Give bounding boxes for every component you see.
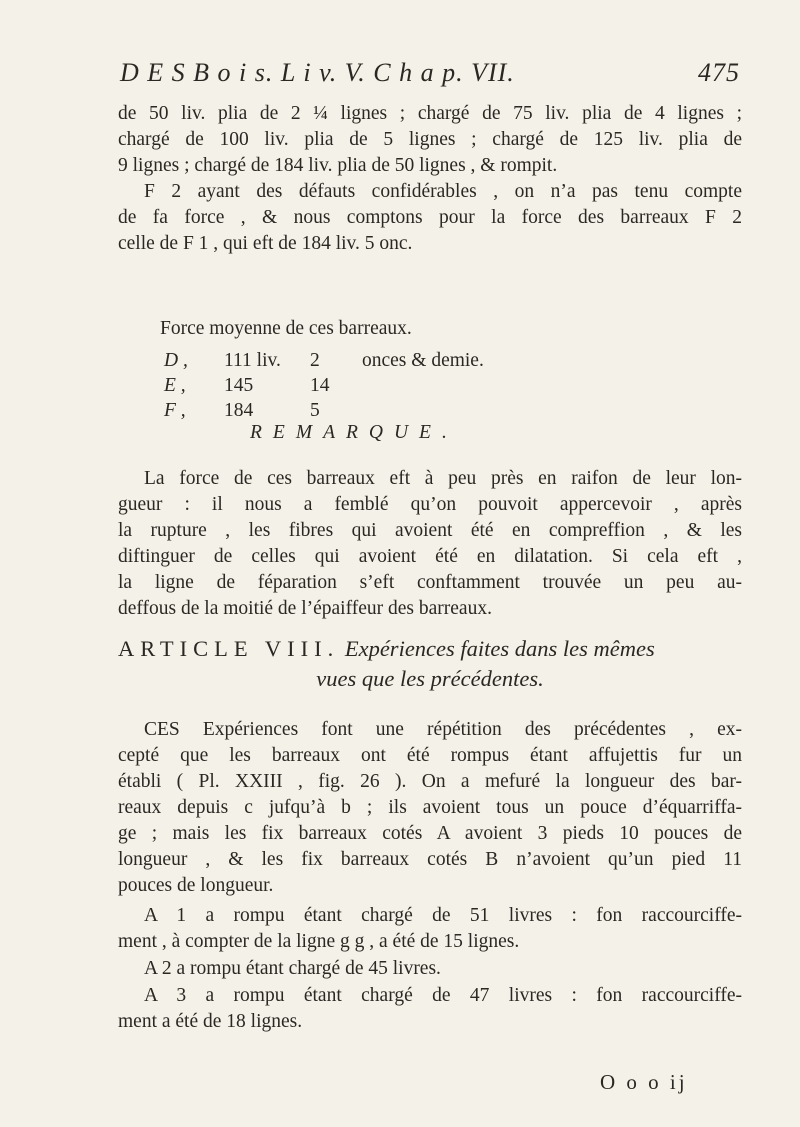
text-line: deffous de la moitié de l’épaiffeur des barreaux. [118,598,492,619]
force-table [160,318,660,423]
table-row [160,373,660,398]
text-line: de fa force , & nous comptons pour la force des barreaux F 2 [118,207,742,228]
text-line: CES Expériences font une répétition des précédentes , ex- [144,719,742,740]
row-livres: 111 liv. [224,349,281,371]
text-line: reaux depuis c jufqu’à b ; ils avoient tous un pouce d’équarriffa- [118,797,742,818]
row-label: E , [164,374,186,396]
table-row [160,348,660,373]
paragraph-3 [118,717,742,899]
text-line: la rupture , les fibres qui avoient été en compreffion , & les [118,520,742,541]
text-line: cepté que les barreaux ont été rompus étant affujettis fur un [118,745,742,766]
text-line: diftinguer de celles qui avoient été en dilatation. Si cela eft , [118,546,742,567]
running-header [120,58,740,88]
remarque-heading: REMARQUE. [250,422,458,443]
text-line: F 2 ayant des défauts confidérables , on n’a pas tenu compte [144,181,742,202]
force-table-title: Force moyenne de ces barreaux. [160,318,412,339]
text-line: A 3 a rompu étant chargé de 47 livres : fon raccourciffe- [144,985,742,1006]
text-line: A 2 a rompu étant chargé de 45 livres. [144,958,441,979]
text-line: A 1 a rompu étant chargé de 51 livres : fon raccourciffe- [144,905,742,926]
text-line: établi ( Pl. XXIII , fig. 26 ). On a mefuré la longueur des bar- [118,771,742,792]
page-number: 475 [698,58,740,87]
article-title-line-1: Expériences faites dans les mêmes [344,636,655,661]
paragraph-2 [118,466,742,622]
paragraph-1 [118,101,742,257]
paragraph-4 [118,903,742,955]
row-label: F , [164,399,186,421]
row-onces: 2 [310,349,320,371]
text-line: la ligne de féparation s’eft conftamment trouvée un peu au- [118,572,742,593]
text-line: La force de ces barreaux eft à peu près en raifon de leur lon- [144,468,742,489]
row-livres: 184 [224,399,254,421]
text-line: pouces de longueur. [118,875,274,896]
text-line: ment , à compter de la ligne g g , a été de 15 lignes. [118,931,520,952]
text-line: ge ; mais les fix barreaux cotés A avoient 3 pieds 10 pouces de [118,823,742,844]
running-title: D E S B o i s. L i v. V. C h a p. VII. [120,58,515,87]
article-heading [118,636,742,692]
text-line: ment a été de 18 lignes. [118,1011,303,1032]
text-line: gueur : il nous a femblé qu’on pouvoit appercevoir , après [118,494,742,515]
text-line: chargé de 100 liv. plia de 5 lignes ; chargé de 125 liv. plia de [118,129,742,150]
text-line: de 50 liv. plia de 2 ¼ lignes ; chargé de 75 liv. plia de 4 lignes ; [118,103,742,124]
text-line: 9 lignes ; chargé de 184 liv. plia de 50 lignes , & rompit. [118,155,558,176]
article-title-line-2: vues que les précédentes. [316,666,544,691]
row-onces: 5 [310,399,320,421]
paragraph-5 [118,956,742,982]
row-onces: 14 [310,374,330,396]
row-label: D , [164,349,188,371]
text-line: celle de F 1 , qui eft de 184 liv. 5 onc. [118,233,413,254]
paragraph-6 [118,983,742,1035]
row-tail: onces & demie. [362,349,484,371]
table-row [160,398,660,423]
text-line: longueur , & les fix barreaux cotés B n’avoient qu’un pied 11 [118,849,742,870]
row-livres: 145 [224,374,254,396]
article-label: ARTICLE VIII. [118,636,340,661]
signature-mark: O o o ij [600,1070,688,1094]
